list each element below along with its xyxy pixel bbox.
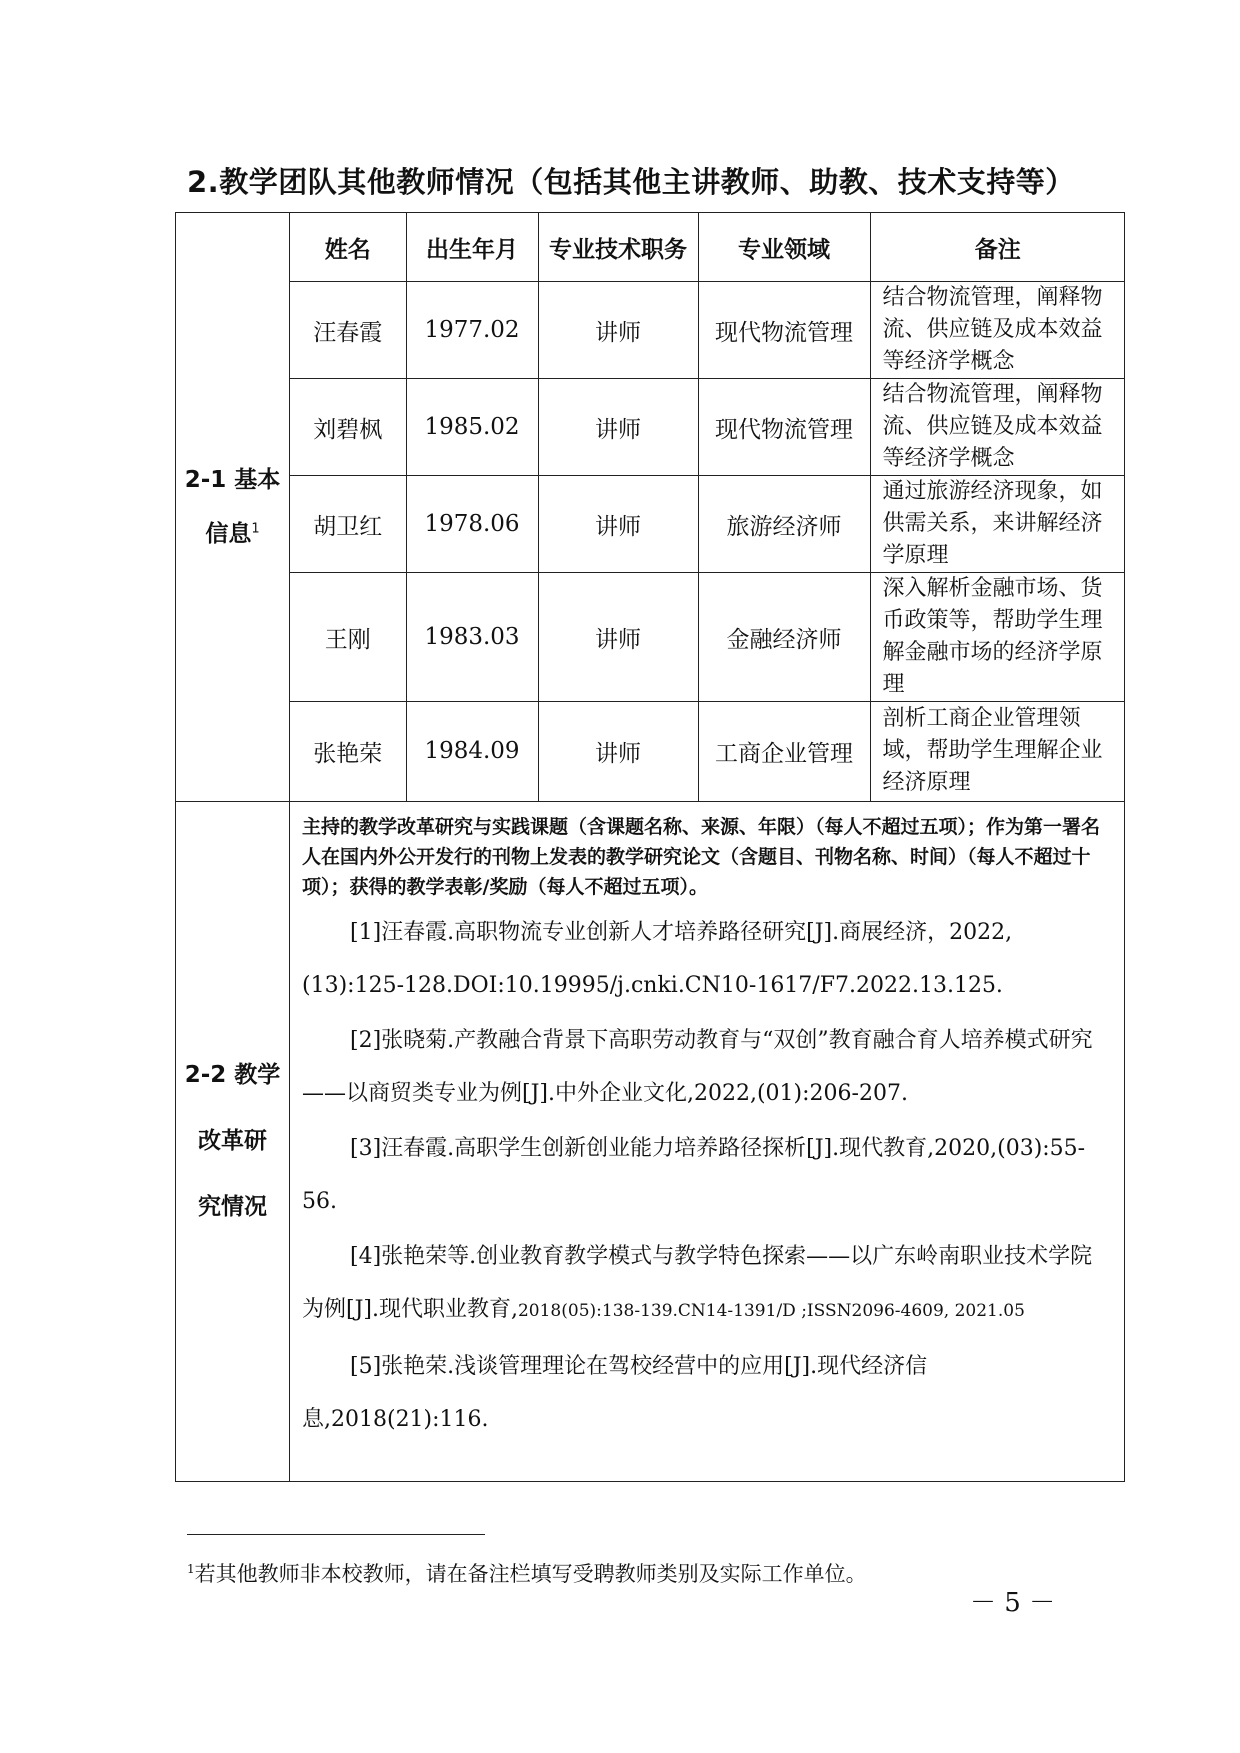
- research-label-line2: 改革研: [198, 1128, 267, 1154]
- table-row: [290, 702, 1125, 801]
- footnote-marker: 1: [251, 521, 260, 537]
- cell-field: 现代物流管理: [698, 379, 870, 476]
- research-label-line3: 究情况: [198, 1194, 267, 1220]
- cell-remark: 通过旅游经济现象，如供需关系，来讲解经济学原理: [870, 476, 1125, 573]
- cell-birth: 1983.03: [406, 573, 538, 702]
- research-instructions: 主持的教学改革研究与实践课题（含课题名称、来源、年限）（每人不超过五项）；作为第一署名人在国内外公开发行的刊物上发表的教学研究论文（含题目、刊物名称、时间）（每人不超过十项）；获得的教学表彰/奖励（每人不超过五项）。: [302, 815, 1101, 898]
- cell-field: 旅游经济师: [698, 476, 870, 573]
- research-label-line1: 2-2 教学: [184, 1062, 281, 1088]
- cell-birth: 1978.06: [406, 476, 538, 573]
- cell-birth: 1984.09: [406, 702, 538, 801]
- header-birth: 出生年月: [406, 213, 538, 282]
- cell-name: 胡卫红: [290, 476, 406, 573]
- footnote: [187, 1558, 867, 1588]
- teacher-info-table: [175, 212, 1125, 1482]
- cell-remark: 结合物流管理，阐释物流、供应链及成本效益等经济学概念: [870, 282, 1125, 379]
- section-heading: 2.教学团队其他教师情况（包括其他主讲教师、助教、技术支持等）: [187, 165, 1075, 199]
- cell-field: 金融经济师: [698, 573, 870, 702]
- footnote-divider: [187, 1534, 485, 1535]
- reference-item: [302, 1230, 1110, 1338]
- basic-info-label-line2: 信息: [205, 520, 252, 547]
- cell-field: 现代物流管理: [698, 282, 870, 379]
- cell-title: 讲师: [538, 702, 698, 801]
- header-field: 专业领域: [698, 213, 870, 282]
- footnote-number: 1: [187, 1562, 195, 1576]
- reference-main-text: [4]张艳荣等.创业教育教学模式与教学特色探索——以广东岭南职业技术学院为例[J].现代职业教育,: [302, 1243, 1093, 1322]
- header-title: 专业技术职务: [538, 213, 698, 282]
- table-row: [290, 379, 1125, 476]
- header-row: [290, 213, 1125, 282]
- cell-title: 讲师: [538, 379, 698, 476]
- cell-title: 讲师: [538, 476, 698, 573]
- cell-name: 汪春霞: [290, 282, 406, 379]
- cell-birth: 1985.02: [406, 379, 538, 476]
- basic-info-label: [176, 213, 290, 802]
- page-number: － 5 －: [970, 1588, 1056, 1618]
- reference-item: [2]张晓菊.产教融合背景下高职劳动教育与“双创”教育融合育人培养模式研究——以商贸类专业为例[J].中外企业文化,2022,(01):206-207.: [302, 1027, 1093, 1106]
- research-content: [290, 802, 1124, 1458]
- header-name: 姓名: [324, 236, 371, 263]
- table-row: [290, 573, 1125, 702]
- reference-item: [3]汪春霞.高职学生创新创业能力培养路径探析[J].现代教育,2020,(03):55-56.: [302, 1135, 1086, 1214]
- footnote-text: 若其他教师非本校教师，请在备注栏填写受聘教师类别及实际工作单位。: [194, 1562, 867, 1586]
- basic-info-table: [290, 213, 1125, 801]
- cell-title: 讲师: [538, 573, 698, 702]
- cell-remark: 深入解析金融市场、货币政策等，帮助学生理解金融市场的经济学原理: [870, 573, 1125, 702]
- cell-name: 王刚: [290, 573, 406, 702]
- cell-name: 张艳荣: [290, 702, 406, 801]
- basic-info-label-line1: 2-1 基本: [184, 466, 281, 493]
- cell-name: 刘碧枫: [290, 379, 406, 476]
- reference-item: [5]张艳荣.浅谈管理理论在驾校经营中的应用[J].现代经济信息,2018(21):116.: [302, 1353, 928, 1432]
- cell-remark: 剖析工商企业管理领域，帮助学生理解企业经济原理: [870, 702, 1125, 801]
- table-row: [290, 476, 1125, 573]
- table-row: [290, 282, 1125, 379]
- reference-small-text: 2018(05):138-139.CN14-1391/D ;ISSN2096-4609, 2021.05: [517, 1300, 1025, 1321]
- research-label: [176, 801, 290, 1481]
- header-remark: 备注: [870, 213, 1125, 282]
- cell-birth: 1977.02: [406, 282, 538, 379]
- cell-remark: 结合物流管理，阐释物流、供应链及成本效益等经济学概念: [870, 379, 1125, 476]
- cell-field: 工商企业管理: [698, 702, 870, 801]
- reference-item: [1]汪春霞.高职物流专业创新人才培养路径研究[J].商展经济，2022,(13):125-128.DOI:10.19995/j.cnki.CN10-1617/F7.2022.13.125.: [302, 919, 1013, 998]
- cell-title: 讲师: [538, 282, 698, 379]
